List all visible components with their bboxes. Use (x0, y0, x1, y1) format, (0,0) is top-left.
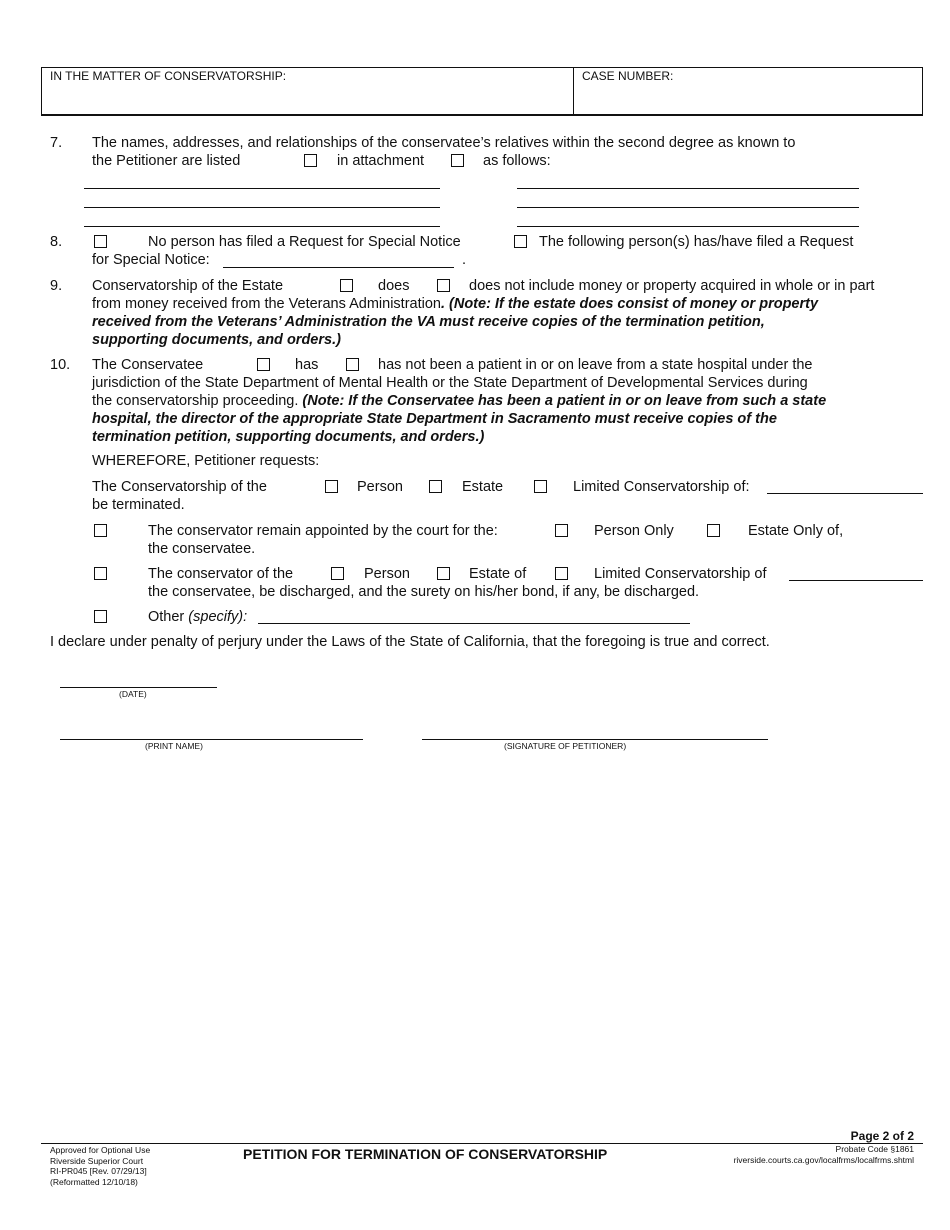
relatives-line-2[interactable] (84, 207, 440, 208)
item7-follows-label: as follows: (483, 153, 551, 169)
declaration: I declare under penalty of perjury under the Laws of the State of California, that the foregoing is true and correct. (50, 634, 770, 650)
request1-limited-checkbox[interactable] (534, 480, 547, 493)
request3-lead: The conservator of the (148, 566, 294, 582)
item8-number: 8. (50, 234, 63, 250)
footer-left-2: Riverside Superior Court (50, 1155, 144, 1166)
item10-note2: hospital, the director of the appropriate State Department in Sacramento must receive copies of the (92, 411, 777, 427)
other-checkbox[interactable] (94, 610, 107, 623)
item9-line2-text: from money received from the Veterans Administration (92, 296, 441, 312)
relatives-line-6[interactable] (517, 226, 859, 227)
footer-left (50, 1145, 150, 1187)
request2-person-checkbox[interactable] (555, 524, 568, 537)
request1-estate-checkbox[interactable] (429, 480, 442, 493)
print-name-input[interactable] (60, 739, 363, 740)
item9-does-label: does (378, 278, 410, 294)
item9-note3: supporting documents, and orders.) (92, 332, 341, 348)
item9-lead: Conservatorship of the Estate (92, 278, 284, 294)
item8-filed-checkbox[interactable] (514, 235, 527, 248)
footer-right-2: riverside.courts.ca.gov/localfrms/localfrms.shtml (733, 1154, 914, 1165)
item10-note3: termination petition, supporting documents, and orders.) (92, 429, 485, 445)
case-number-label: CASE NUMBER: (582, 69, 674, 83)
relatives-line-3[interactable] (84, 226, 440, 227)
item7-line2: the Petitioner are listed (92, 153, 241, 169)
item10-number: 10. (50, 357, 71, 373)
footer-left-3: RI-PR045 [Rev. 07/29/13] (50, 1166, 147, 1176)
item10-has-not-checkbox[interactable] (346, 358, 359, 371)
footer-left-1: Approved for Optional Use (50, 1145, 151, 1155)
item9-does-not-label: does not include money or property acquired in whole or in part (469, 278, 875, 294)
date-label: (DATE) (119, 689, 147, 699)
other-specify: (specify): (188, 609, 248, 625)
relatives-line-4[interactable] (517, 188, 859, 189)
item10-note1: (Note: If the Conservatee has been a patient in or on leave from such a state (302, 393, 827, 409)
request2-checkbox[interactable] (94, 524, 107, 537)
request3-person-label: Person (364, 566, 410, 582)
item9-note2: received from the Veterans’ Administration the VA must receive copies of the termination petition, (92, 314, 765, 330)
item7-line1: The names, addresses, and relationships of the conservatee’s relatives within the second degree as known to (92, 135, 796, 151)
request1-end: be terminated. (92, 497, 185, 513)
request1-estate-label: Estate (462, 479, 504, 495)
request1-person-label: Person (357, 479, 403, 495)
item9-line2 (92, 295, 818, 313)
item7-attachment-label: in attachment (337, 153, 425, 169)
request3-limited-input[interactable] (789, 580, 923, 581)
item10-has-not-label: has not been a patient in or on leave from a state hospital under the (378, 357, 813, 373)
item10-line2: jurisdiction of the State Department of Mental Health or the State Department of Developmental Services during (92, 375, 808, 391)
signature-input[interactable] (422, 739, 768, 740)
request3-checkbox[interactable] (94, 567, 107, 580)
request1-lead: The Conservatorship of the (92, 479, 267, 495)
request2-end: the conservatee. (148, 541, 256, 557)
item10-lead: The Conservatee (92, 357, 204, 373)
item9-number: 9. (50, 278, 63, 294)
item9-note1: . (Note: If the estate does consist of money or property (440, 296, 819, 312)
print-name-label: (PRINT NAME) (145, 741, 203, 751)
item10-has-label: has (295, 357, 319, 373)
request1-limited-label: Limited Conservatorship of: (573, 479, 750, 495)
wherefore-intro: WHEREFORE, Petitioner requests: (92, 453, 320, 469)
item7-attachment-checkbox[interactable] (304, 154, 317, 167)
request2-estate-checkbox[interactable] (707, 524, 720, 537)
request3-end: the conservatee, be discharged, and the surety on his/her bond, if any, be discharged. (148, 584, 700, 600)
footer-left-4: (Reformatted 12/10/18) (50, 1176, 138, 1187)
date-input[interactable] (60, 687, 217, 688)
item8-filed-label: The following person(s) has/have filed a Request (539, 234, 854, 250)
request3-estate-checkbox[interactable] (437, 567, 450, 580)
item8-none-label: No person has filed a Request for Special Notice (148, 234, 461, 250)
request2-lead: The conservator remain appointed by the court for the: (148, 523, 498, 539)
relatives-line-5[interactable] (517, 207, 859, 208)
footer-right-1: Probate Code §1861 (835, 1144, 914, 1154)
caption-divider (573, 68, 574, 114)
other-label-text: Other (148, 609, 185, 625)
matter-label: IN THE MATTER OF CONSERVATORSHIP: (50, 69, 287, 83)
item8-period: . (462, 252, 467, 268)
request3-estate-label: Estate of (469, 566, 527, 582)
relatives-line-1[interactable] (84, 188, 440, 189)
request2-person-label: Person Only (594, 523, 674, 539)
signature-label: (SIGNATURE OF PETITIONER) (504, 741, 627, 751)
item9-does-checkbox[interactable] (340, 279, 353, 292)
request3-limited-label: Limited Conservatorship of (594, 566, 767, 582)
special-notice-input[interactable] (223, 267, 454, 268)
page-number: Page 2 of 2 (850, 1129, 914, 1143)
form-title: PETITION FOR TERMINATION OF CONSERVATORSHIP (243, 1146, 608, 1162)
caption-box (41, 67, 923, 116)
item7-follows-checkbox[interactable] (451, 154, 464, 167)
request3-person-checkbox[interactable] (331, 567, 344, 580)
item10-has-checkbox[interactable] (257, 358, 270, 371)
request1-limited-input[interactable] (767, 493, 923, 494)
footer-right (734, 1144, 914, 1165)
item7-number: 7. (50, 135, 63, 151)
item9-does-not-checkbox[interactable] (437, 279, 450, 292)
item8-none-checkbox[interactable] (94, 235, 107, 248)
request1-person-checkbox[interactable] (325, 480, 338, 493)
item10-line3-text: the conservatorship proceeding. (92, 393, 299, 409)
item8-line2: for Special Notice: (92, 252, 210, 268)
other-specify-input[interactable] (258, 623, 690, 624)
item10-line3 (92, 392, 826, 410)
request2-estate-label: Estate Only of, (748, 523, 844, 539)
other-label (148, 608, 247, 626)
request3-limited-checkbox[interactable] (555, 567, 568, 580)
